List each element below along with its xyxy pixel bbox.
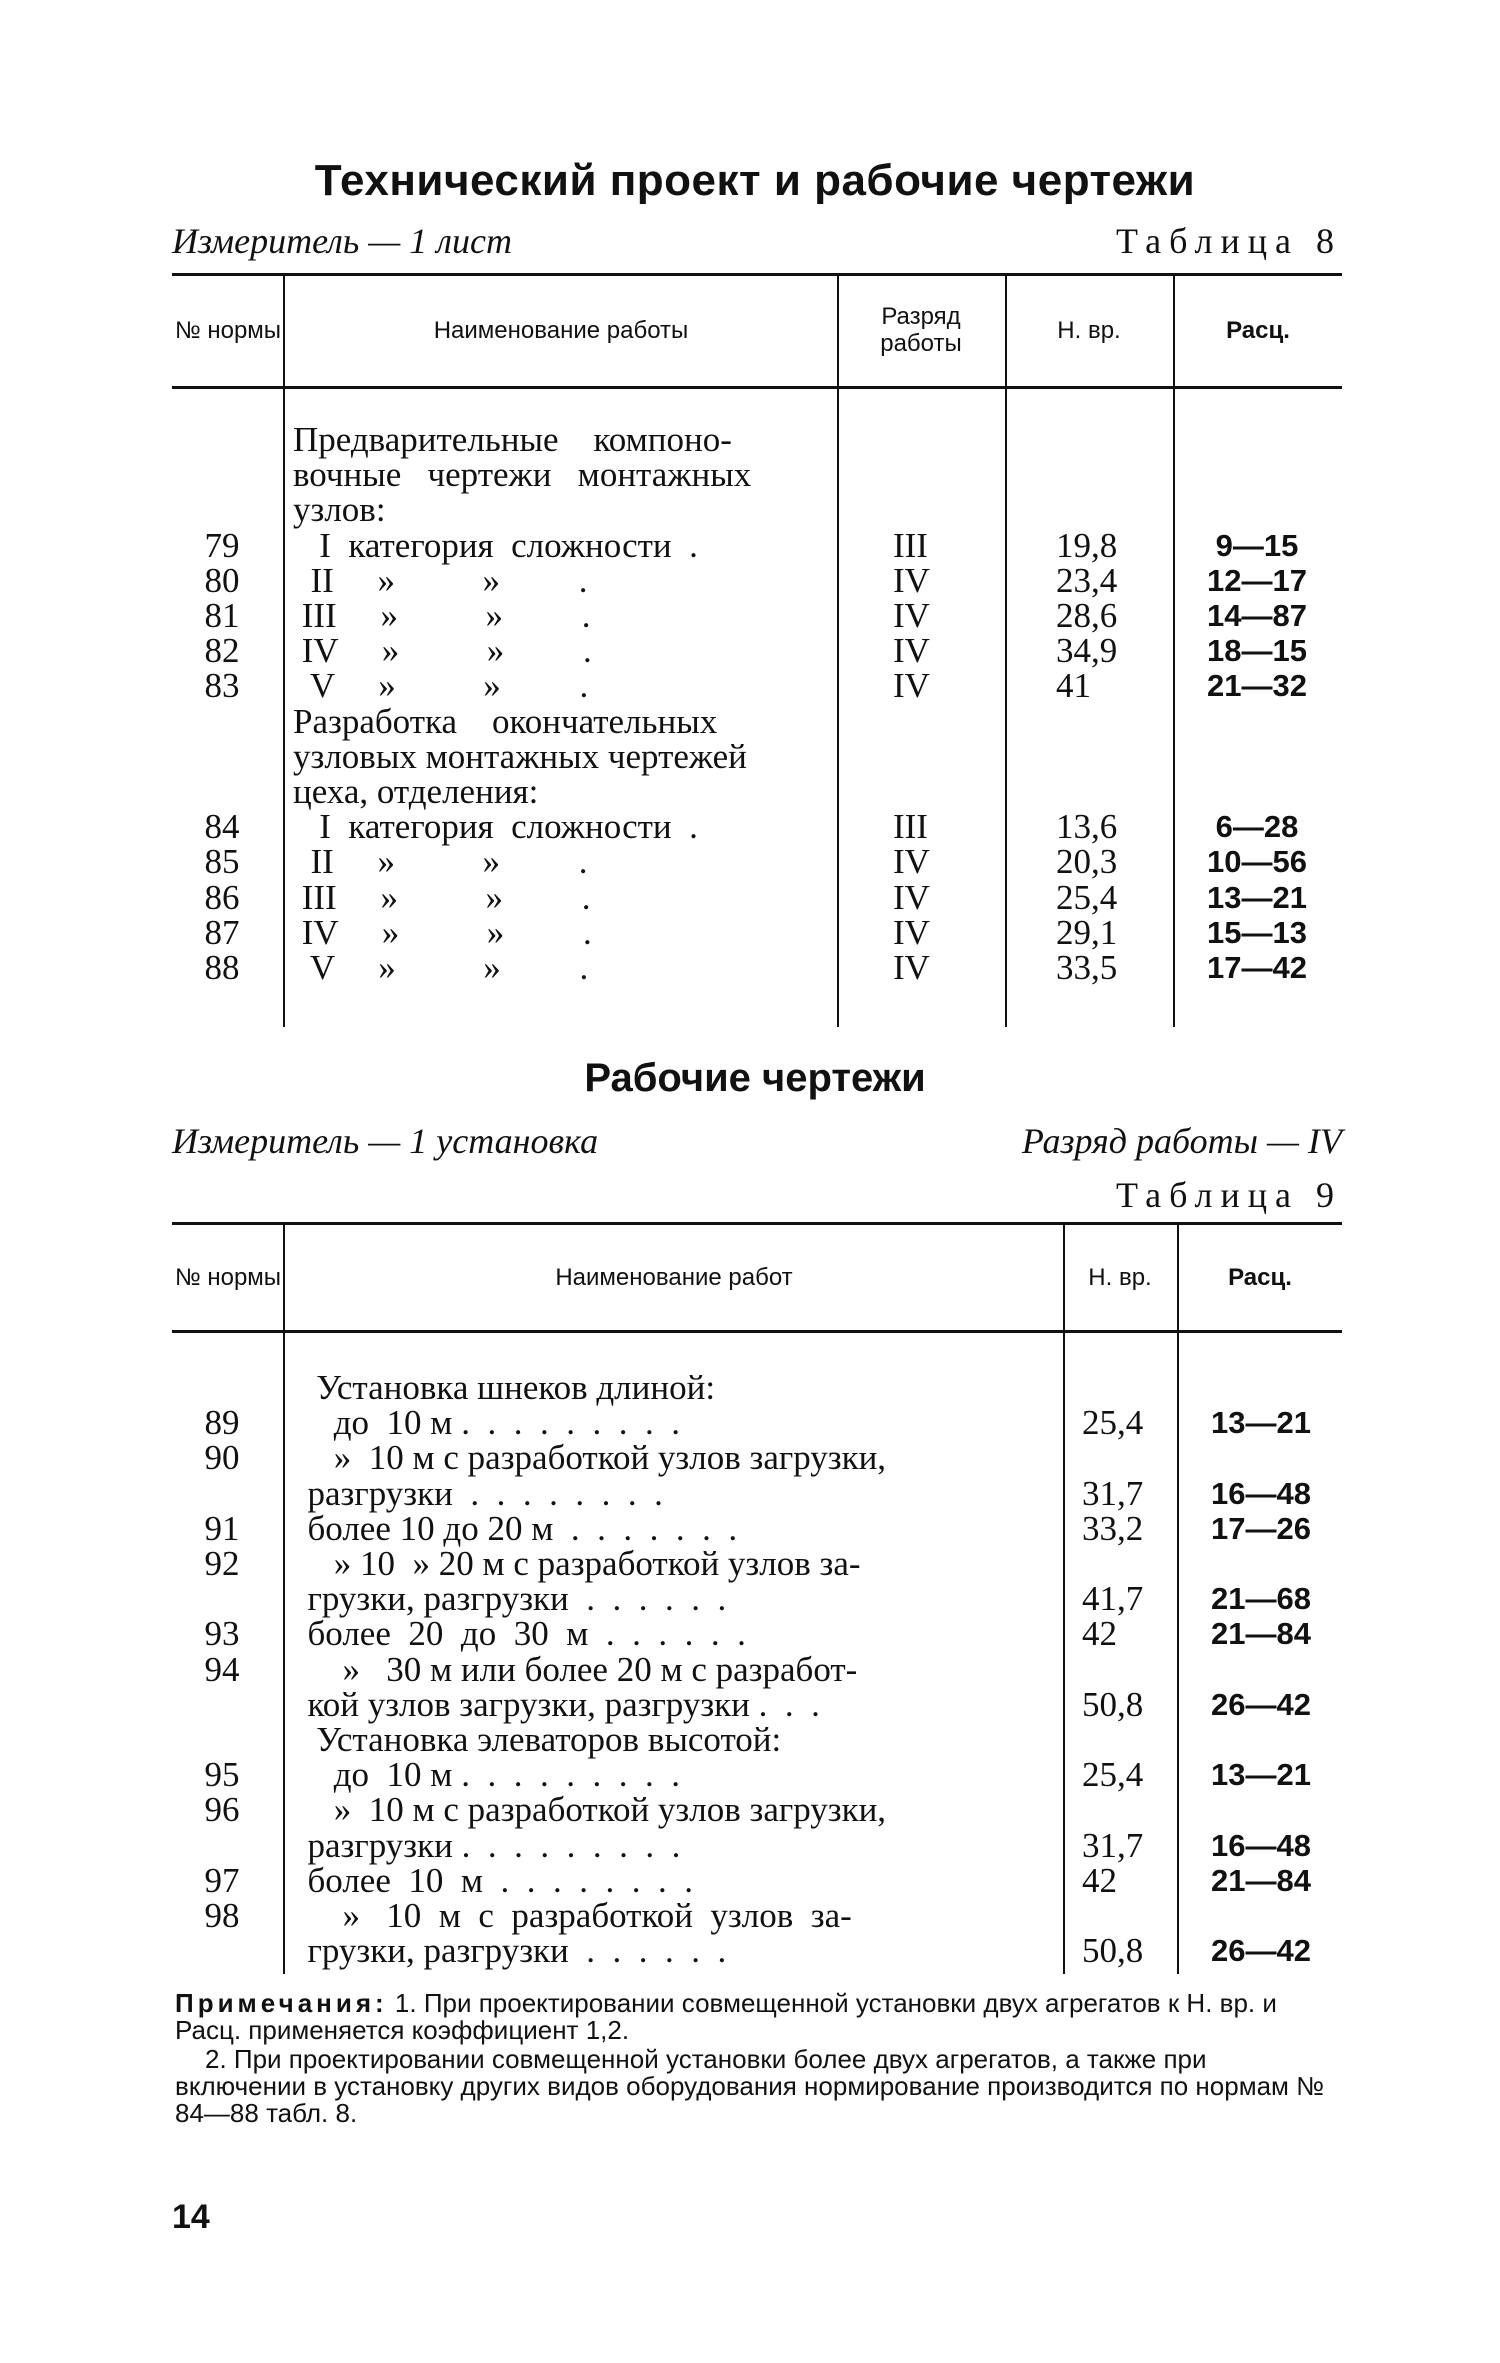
table8-row-rate: 9—15 <box>1215 528 1299 563</box>
table9-header-num: № нормы <box>174 1263 282 1291</box>
table8-row-rate: 15—13 <box>1207 915 1307 950</box>
table9-row-desc: » 10 м с разработкой узлов за- <box>290 1896 852 1935</box>
notes <box>175 1990 1340 2044</box>
table9-row-time: 41,7 <box>1082 1579 1144 1618</box>
table8-title: Технический проект и рабочие чертежи <box>314 156 1196 205</box>
table8-row-desc: Разработка окончательных <box>293 702 718 741</box>
table9-row-desc: более 20 до 30 м . . . . . . <box>290 1614 746 1653</box>
table9-row-time: 25,4 <box>1082 1403 1144 1442</box>
table8-row-desc: V » » . <box>293 666 589 705</box>
table8-row-rate: 13—21 <box>1207 880 1307 915</box>
table8-row-num: 79 <box>204 526 240 565</box>
table9-row-desc: до 10 м . . . . . . . . . <box>290 1403 680 1442</box>
table8-row-desc: III » » . <box>293 596 591 635</box>
table8-row-time: 19,8 <box>1056 526 1118 565</box>
table9-top-rule <box>172 1222 1342 1225</box>
table8-row-num: 88 <box>204 948 240 987</box>
table8-row-rate: 14—87 <box>1207 598 1307 633</box>
table9-row-desc: Установка элеваторов высотой: <box>290 1720 782 1759</box>
table9-meter: Измеритель — 1 установка <box>172 1121 599 1161</box>
table8-row-time: 25,4 <box>1056 878 1118 917</box>
table8-row-desc: II » » . <box>293 561 588 600</box>
table8-row-desc: IV » » . <box>293 631 592 670</box>
table9-row-desc: более 10 до 20 м . . . . . . . <box>290 1509 738 1548</box>
table9-row-num: 94 <box>204 1650 240 1689</box>
table9-row-rate: 13—21 <box>1211 1405 1311 1440</box>
table8-col-divider <box>837 275 839 1027</box>
table9-row-time: 50,8 <box>1082 1931 1144 1970</box>
table8-row-rate: 18—15 <box>1207 633 1307 668</box>
table9-row-rate: 21—84 <box>1211 1863 1311 1898</box>
table8-row-desc: V » » . <box>293 948 589 987</box>
table9-header-rate: Расц. <box>1228 1263 1292 1291</box>
table8-col-divider <box>1173 275 1175 1027</box>
table8-row-time: 29,1 <box>1056 913 1118 952</box>
table9-row-desc: более 10 м . . . . . . . . <box>290 1861 694 1900</box>
table8-row-rate: 21—32 <box>1207 668 1307 703</box>
table9-row-time: 31,7 <box>1082 1826 1144 1865</box>
table8-row-num: 82 <box>204 631 240 670</box>
table9-row-num: 93 <box>204 1614 240 1653</box>
table8-row-grade: IV <box>893 842 930 881</box>
table8-row-desc: вочные чертежи монтажных <box>293 455 752 494</box>
table8-row-desc: цеха, отделения: <box>293 772 539 811</box>
table8-header-rule <box>172 386 1342 389</box>
table9-row-time: 42 <box>1082 1861 1117 1900</box>
table8-header-grade: Разряд работы <box>880 303 962 357</box>
table9-row-rate: 16—48 <box>1211 1828 1311 1863</box>
page-number: 14 <box>172 2198 210 2236</box>
table9-row-desc: разгрузки . . . . . . . . <box>290 1474 663 1513</box>
table9-row-desc: » 10 м с разработкой узлов загрузки, <box>290 1438 887 1477</box>
table9-col-divider <box>283 1224 285 1974</box>
table8-row-desc: II » » . <box>293 842 588 881</box>
table9-row-num: 89 <box>204 1403 240 1442</box>
table8-row-grade: III <box>893 807 928 846</box>
table8-row-grade: IV <box>893 631 930 670</box>
table8-row-grade: IV <box>893 596 930 635</box>
table8-meter: Измеритель — 1 лист <box>172 221 512 261</box>
table9-title: Рабочие чертежи <box>584 1056 926 1100</box>
table8-row-time: 34,9 <box>1056 631 1118 670</box>
table9-row-desc: грузки, разгрузки . . . . . . <box>290 1931 727 1970</box>
table8-row-rate: 17—42 <box>1207 950 1307 985</box>
table8-row-time: 20,3 <box>1056 842 1118 881</box>
table9-row-rate: 26—42 <box>1211 1933 1311 1968</box>
table9-row-num: 92 <box>204 1544 240 1583</box>
table8-row-desc: III » » . <box>293 878 591 917</box>
table9-header-rule <box>172 1330 1342 1333</box>
table9-row-desc: » 30 м или более 20 м с разработ- <box>290 1650 858 1689</box>
table9-row-time: 33,2 <box>1082 1509 1144 1548</box>
table8-row-time: 28,6 <box>1056 596 1118 635</box>
table9-row-num: 95 <box>204 1755 240 1794</box>
table8-row-time: 13,6 <box>1056 807 1118 846</box>
table9-col-divider <box>1177 1224 1179 1974</box>
table9-label: Таблица 9 <box>1116 1175 1342 1215</box>
table8-row-num: 85 <box>204 842 240 881</box>
note-2: 2. При проектировании совмещенной установки более двух агрегатов, а также при включении в установку других видов оборудования нормирование производится по нормам № 84—88 табл. 8. <box>175 2044 1325 2128</box>
table9-row-num: 97 <box>204 1861 240 1900</box>
table8-row-desc: Предварительные компоно- <box>293 420 732 459</box>
table9-row-num: 98 <box>204 1896 240 1935</box>
table9-row-desc: Установка шнеков длиной: <box>290 1368 716 1407</box>
table8-row-rate: 10—56 <box>1207 844 1307 879</box>
table9-header-time: Н. вр. <box>1088 1263 1152 1291</box>
table9-grade-note: Разряд работы — IV <box>1021 1121 1342 1161</box>
table9-row-num: 91 <box>204 1509 240 1548</box>
table9-row-rate: 26—42 <box>1211 1687 1311 1722</box>
table8-row-desc: узловых монтажных чертежей <box>293 737 747 776</box>
table8-row-grade: III <box>893 526 928 565</box>
table8-row-num: 84 <box>204 807 240 846</box>
table8-row-grade: IV <box>893 948 930 987</box>
table8-header-rate: Расц. <box>1226 316 1290 344</box>
table9-row-time: 25,4 <box>1082 1755 1144 1794</box>
table8-row-time: 33,5 <box>1056 948 1118 987</box>
table8-row-grade: IV <box>893 666 930 705</box>
table8-row-time: 41 <box>1056 666 1091 705</box>
table8-header-name: Наименование работы <box>433 316 689 344</box>
table8-row-grade: IV <box>893 561 930 600</box>
table9-row-desc: кой узлов загрузки, разгрузки . . . <box>290 1685 820 1724</box>
table8-row-time: 23,4 <box>1056 561 1118 600</box>
table8-header-time: Н. вр. <box>1057 316 1121 344</box>
table8-label: Таблица 8 <box>1116 221 1342 261</box>
table8-row-desc: I категория сложности . <box>293 526 698 565</box>
table9-row-desc: » 10 » 20 м с разработкой узлов за- <box>290 1544 861 1583</box>
table8-row-desc: IV » » . <box>293 913 592 952</box>
table8-col-divider <box>283 275 285 1027</box>
table8-row-grade: IV <box>893 878 930 917</box>
table9-row-num: 96 <box>204 1790 240 1829</box>
table9-row-rate: 13—21 <box>1211 1757 1311 1792</box>
table9-row-desc: » 10 м с разработкой узлов загрузки, <box>290 1790 887 1829</box>
table8-row-num: 81 <box>204 596 240 635</box>
table9-row-rate: 21—84 <box>1211 1616 1311 1651</box>
note-1: 1. При проектировании совмещенной установки двух агрегатов к Н. вр. и Расц. применяется коэффициент 1,2. <box>175 1988 1277 2045</box>
table8-row-rate: 12—17 <box>1207 563 1307 598</box>
table8-row-rate: 6—28 <box>1215 809 1299 844</box>
table8-row-desc: I категория сложности . <box>293 807 698 846</box>
table8-row-num: 87 <box>204 913 240 952</box>
table8-row-num: 86 <box>204 878 240 917</box>
table9-row-rate: 17—26 <box>1211 1511 1311 1546</box>
table8-row-desc: узлов: <box>293 490 386 529</box>
table8-row-num: 83 <box>204 666 240 705</box>
table9-header-name: Наименование работ <box>555 1263 793 1291</box>
table9-row-rate: 21—68 <box>1211 1581 1311 1616</box>
table9-row-rate: 16—48 <box>1211 1476 1311 1511</box>
table8-header-num: № нормы <box>174 316 282 344</box>
table9-row-time: 31,7 <box>1082 1474 1144 1513</box>
table9-row-desc: до 10 м . . . . . . . . . <box>290 1755 680 1794</box>
table8-row-grade: IV <box>893 913 930 952</box>
table8-col-divider <box>1005 275 1007 1027</box>
table8-row-num: 80 <box>204 561 240 600</box>
table9-row-num: 90 <box>204 1438 240 1477</box>
notes-heading: Примечания: <box>175 1988 388 2018</box>
table9-row-desc: разгрузки . . . . . . . . . <box>290 1826 681 1865</box>
table9-row-time: 50,8 <box>1082 1685 1144 1724</box>
table9-row-time: 42 <box>1082 1614 1117 1653</box>
table8-top-rule <box>172 273 1342 276</box>
table9-row-desc: грузки, разгрузки . . . . . . <box>290 1579 727 1618</box>
table9-col-divider <box>1063 1224 1065 1974</box>
